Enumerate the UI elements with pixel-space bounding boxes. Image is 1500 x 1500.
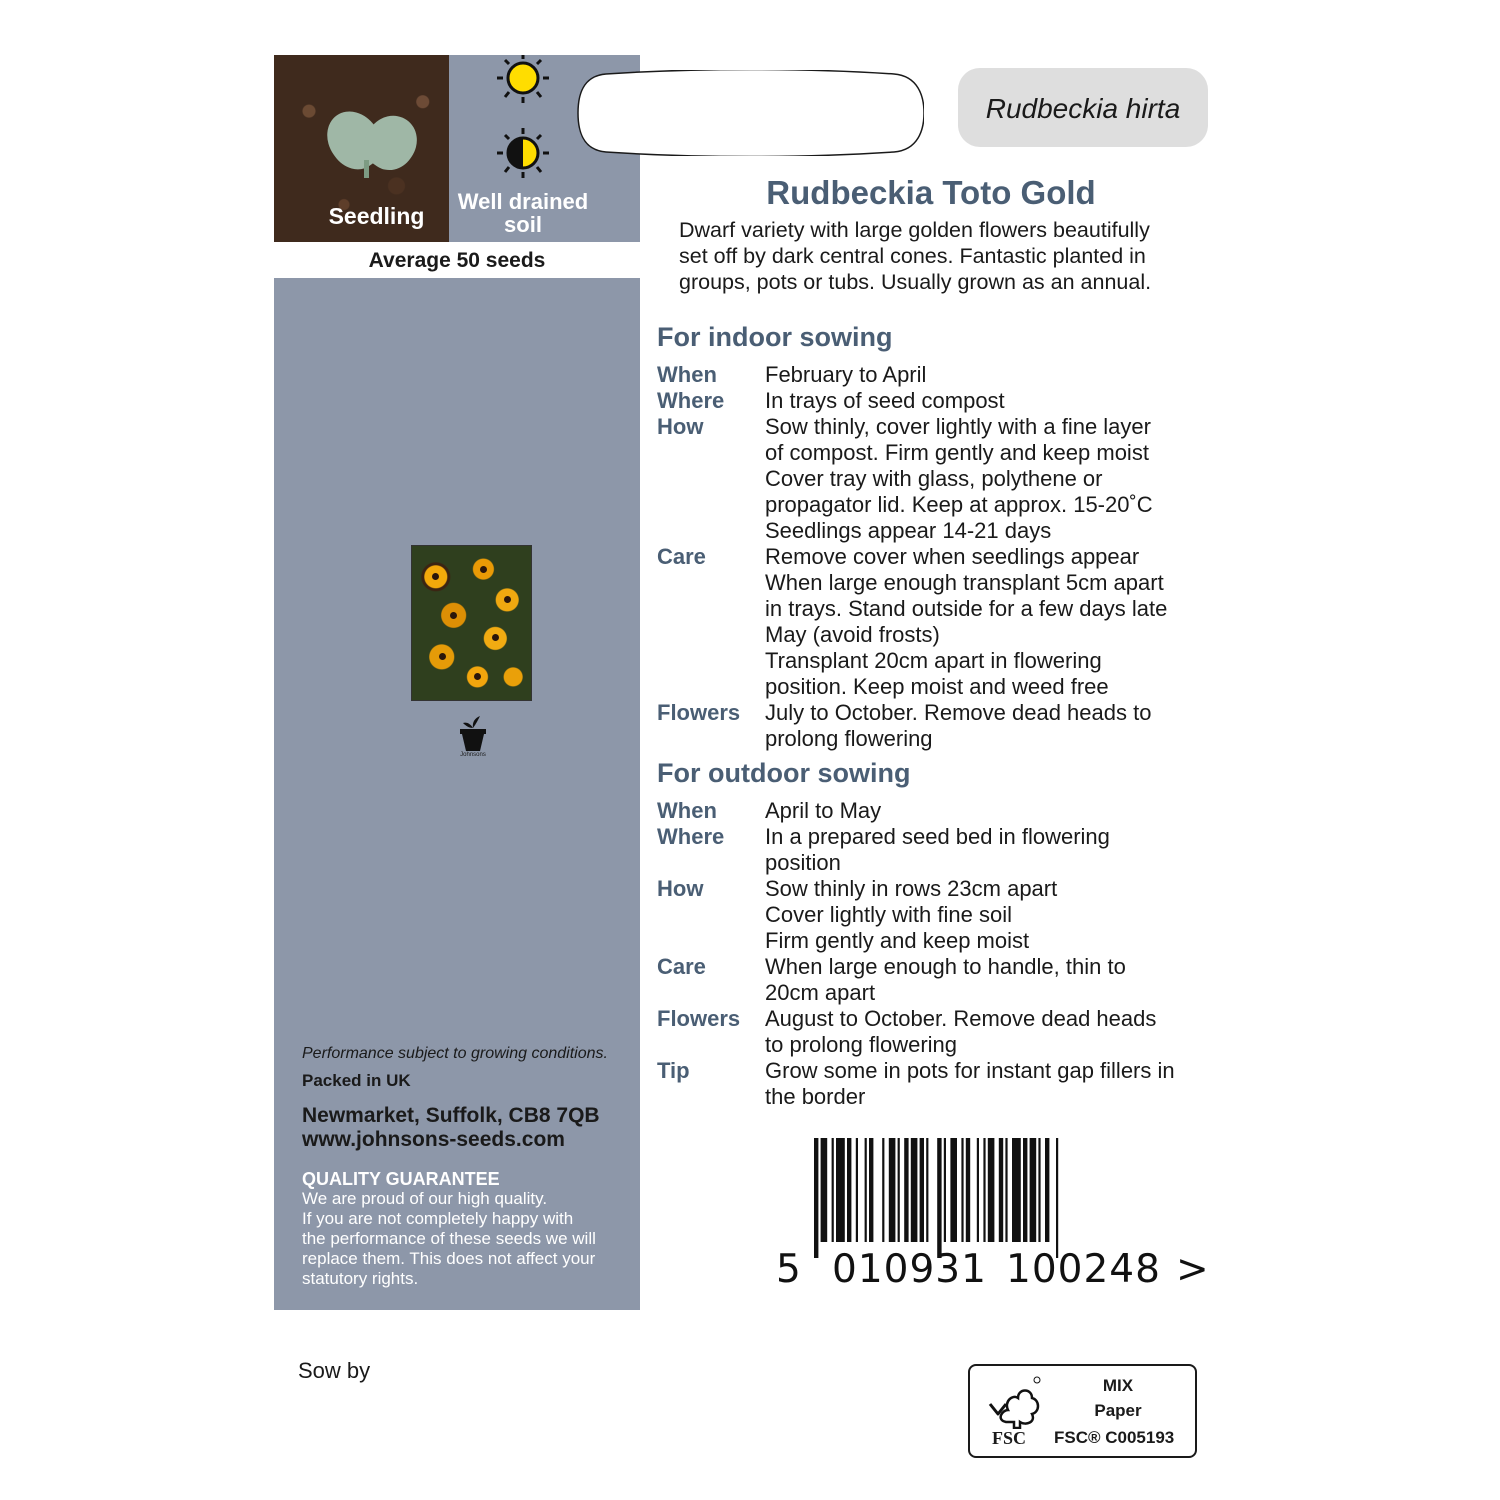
row-value: April to May [765, 798, 882, 823]
indoor-row-flowers [657, 700, 1217, 752]
hang-tab-shape [576, 70, 924, 156]
row-label: When [657, 362, 717, 387]
barcode-end-marker: > [1176, 1247, 1210, 1292]
row-value: In a prepared seed bed in flowering position [765, 824, 1110, 875]
indoor-row-where [657, 388, 1217, 414]
row-value: Grow some in pots for instant gap fillers in the border [765, 1058, 1175, 1109]
quality-line: replace them. This does not affect your [302, 1249, 596, 1268]
barcode-bar [1056, 1138, 1058, 1258]
company-address [302, 1104, 600, 1152]
quality-line: statutory rights. [302, 1269, 419, 1288]
indoor-sowing-heading: For indoor sowing [657, 322, 893, 352]
barcode-bar [1012, 1138, 1021, 1242]
outdoor-row-care [657, 954, 1217, 1006]
row-value: Sow thinly in rows 23cm apart Cover lightly with fine soil Firm gently and keep moist [765, 876, 1058, 953]
barcode-bar [889, 1138, 896, 1242]
quality-line: the performance of these seeds we will [302, 1229, 596, 1248]
address-line: Newmarket, Suffolk, CB8 7QB [302, 1104, 600, 1127]
description-line: set off by dark central cones. Fantastic planted in [679, 244, 1146, 268]
product-title: Rudbeckia Toto Gold [766, 174, 1096, 211]
outdoor-row-tip [657, 1058, 1217, 1110]
row-label: How [657, 414, 704, 439]
barcode-bar [911, 1138, 918, 1242]
row-value: In trays of seed compost [765, 388, 1005, 413]
row-label: Tip [657, 1058, 690, 1083]
row-label: When [657, 798, 717, 823]
barcode-bar [856, 1138, 858, 1242]
barcode-bar [869, 1138, 873, 1242]
indoor-row-care [657, 544, 1217, 700]
fsc-tree-icon [986, 1374, 1042, 1429]
barcode-bar [950, 1138, 957, 1242]
quality-line: We are proud of our high quality. [302, 1189, 548, 1208]
outdoor-row-how [657, 876, 1217, 954]
fsc-paper-label: Paper [1094, 1401, 1142, 1420]
barcode-bar [961, 1138, 963, 1242]
barcode-bar [983, 1138, 985, 1242]
outdoor-row-where [657, 824, 1217, 876]
row-label: How [657, 876, 704, 901]
row-value: August to October. Remove dead heads to prolong flowering [765, 1006, 1157, 1057]
barcode-bar [865, 1138, 867, 1242]
fsc-license-code: FSC® C005193 [1054, 1428, 1175, 1447]
barcode-bar [1030, 1138, 1037, 1242]
johnsons-logo [458, 714, 488, 762]
barcode-bar [937, 1138, 941, 1258]
barcode-bar [1005, 1138, 1007, 1242]
row-value: Sow thinly, cover lightly with a fine layer of compost. Firm gently and keep moist Cover tray with glass, polythene or propagator lid. Keep at approx. 15-20˚C Seedlings appear 14-21 days [765, 414, 1153, 543]
barcode-bar [836, 1138, 845, 1242]
barcode-right-digits: 100248 [1006, 1247, 1161, 1292]
row-value: July to October. Remove dead heads to prolong flowering [765, 700, 1152, 751]
full-sun-icon [487, 55, 559, 105]
description-line: Dwarf variety with large golden flowers beautifully [679, 218, 1150, 242]
website-link[interactable]: www.johnsons-seeds.com [302, 1128, 565, 1151]
packed-in-note: Packed in UK [302, 1071, 411, 1090]
barcode-bar [898, 1138, 900, 1242]
barcode [814, 1138, 1176, 1258]
indoor-row-when [657, 362, 1217, 388]
barcode-bar [966, 1138, 970, 1242]
latin-name-badge: Rudbeckia hirta [958, 68, 1208, 147]
barcode-left-digits: 010931 [832, 1247, 987, 1292]
barcode-bar [814, 1138, 818, 1258]
quality-line: If you are not completely happy with [302, 1209, 574, 1228]
row-label: Flowers [657, 1006, 741, 1031]
barcode-bar [1045, 1138, 1049, 1242]
outdoor-sowing-table [657, 798, 1217, 1110]
plant-pot-icon [458, 714, 488, 752]
fsc-logo-word: FSC [992, 1428, 1027, 1448]
logo-brand-text: Johnsons [460, 752, 486, 758]
quality-heading: QUALITY GUARANTEE [302, 1169, 500, 1189]
sow-by-label: Sow by [298, 1358, 371, 1383]
product-description [679, 217, 1219, 295]
barcode-bar [920, 1138, 924, 1242]
barcode-bar [988, 1138, 995, 1242]
indoor-sowing-table [657, 362, 1217, 752]
barcode-bar [821, 1138, 828, 1242]
fsc-mix-label: MIX [1102, 1376, 1134, 1395]
performance-note: Performance subject to growing conditions. [302, 1045, 608, 1062]
barcode-bar [926, 1138, 928, 1242]
barcode-bar [999, 1138, 1003, 1242]
row-label: Where [657, 388, 725, 413]
row-value: When large enough to handle, thin to 20cm apart [765, 954, 1126, 1005]
row-label: Where [657, 824, 725, 849]
partial-shade-icon [487, 125, 559, 181]
row-label: Care [657, 954, 706, 979]
barcode-bar [944, 1138, 946, 1242]
outdoor-sowing-heading: For outdoor sowing [657, 758, 911, 788]
barcode-bar [904, 1138, 908, 1242]
seed-count: Average 50 seeds [274, 242, 640, 278]
barcode-bar [1023, 1138, 1027, 1242]
outdoor-row-when [657, 798, 1217, 824]
seedling-photo [274, 55, 449, 242]
indoor-row-how [657, 414, 1217, 544]
soil-label: Well drained soil [457, 189, 589, 237]
row-value: February to April [765, 362, 927, 387]
seedling-label: Seedling [328, 203, 425, 229]
outdoor-row-flowers [657, 1006, 1217, 1058]
quality-guarantee [302, 1169, 637, 1289]
row-label: Flowers [657, 700, 741, 725]
row-label: Care [657, 544, 706, 569]
barcode-bar [847, 1138, 851, 1242]
description-line: groups, pots or tubs. Usually grown as an annual. [679, 270, 1152, 294]
barcode-first-digit: 5 [776, 1247, 802, 1292]
row-value: Remove cover when seedlings appear When large enough transplant 5cm apart in trays. Stand outside for a few days late May (avoid frosts) Transplant 20cm apart in flowering position. Keep moist and weed free [765, 544, 1168, 699]
barcode-bar [977, 1138, 979, 1242]
flower-photo [411, 545, 532, 701]
barcode-bar [1038, 1138, 1040, 1242]
barcode-bar [832, 1138, 834, 1242]
barcode-bar [882, 1138, 884, 1242]
fsc-certification [968, 1364, 1197, 1458]
